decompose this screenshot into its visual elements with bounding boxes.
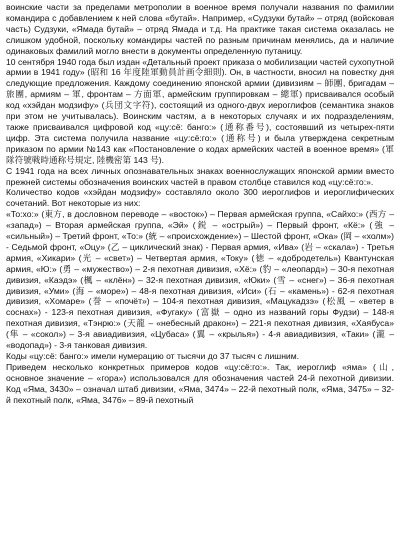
paragraph-yama-examples: Приведем несколько конкретных примеров кодов «цу:сё:го:». Так, иероглиф «яма» (山, основное значение – «гора») использовался для обозначения частей 24-й пехотной дивизии. Код «Яма, 3430» – означал штаб дивизии, «Яма, 3474» – 22-й пехотный полк, «Яма, 3475» – 32-й пехотный полк, «Яма, 3476» – 89-й пехотный bbox=[6, 361, 394, 405]
paragraph-code-examples: «То:хо:» (東方, в дословном переводе – «восток») – Первая армейская группа, «Сайхо:» (西方 – «запад») – Вторая армейская группа, «Эй» (鋭 – «острый») – Первый фронт, «Кё:» (強 – «сильный») – Третий фронт, «То:» (統 – «происхождение») – Шестой фронт, «Ока» (岡 – «холм») - Седьмой фронт, «Оцу» (乙 – циклический знак) - Первая армия, «Ива» (岩 – «скала») - Третья армия, «Хикари» (光 – «свет») – Четвертая армия, «Току» (徳 – «добродетель») Квантунская армия, «Ю:» (勇 – «мужество») – 2-я пехотная дивизия, «Хё:» (豹 – «леопард») – 30-я пехотная дивизия, «Каэдэ» (楓 – «клён») – 32-я пехотная дивизия, «Юки» (雪 – «снег») – 36-я пехотная дивизия, «Уми» (海 – «море») – 48-я пехотная дивизия, «Иси» (石 – «камень») - 62-я пехотная дивизия, «Хомаре» (誉 – «почёт») – 104-я пехотная дивизия, «Мацукадзэ» (松風 – «ветер в соснах») - 123-я пехотная дивизия, «Фугаку» (富嶽 – одно из названий горы Фудзи) – 148-я пехотная дивизия, «Тэнрю:» (天龍 – «небесный дракон») – 221-я пехотная дивизия, «Хаябуса» (隼 – «сокол») – 3-я авиадивизия, «Цубаса» (翼 – «крылья») - 4-я авиадивизия, «Таки» (瀧 – «водопад») - 3-я танковая дивизия. bbox=[6, 209, 394, 351]
paragraph-identification-tags: С 1941 года на всех личных опознавательных знаках военнослужащих японской армии вместо прежней системы обозначения воинских частей в правом столбце ставился код «цу:сё:го:». bbox=[6, 165, 394, 187]
paragraph-number-range: Коды «цу:сё: банго:» имели нумерацию от тысячи до 37 тысяч с лишним. bbox=[6, 351, 300, 361]
paragraph-mobilization-order: 10 сентября 1940 года был издан «Детальный проект приказа о мобилизации частей сухопутной армии в 1941 году» (昭和 16 年度陸軍動員計画令細則). Он, в частности, вносил на повестку дня следующие предложения. Каждому соединению японской армии (дивизиям – 師團, бригадам – 旅團, армиям – 軍, фронтам – 方面軍, армейским группировкам – 總軍) присваивался особый код «хэйдан модзифу» (兵団文字符), состоящий из одного-двух иероглифов (семантика знаков при этом не учитывалась). Воинским частям, а в некоторых случаях и их подразделениям, также присваивался цифровой код «цу:сё: банго:» (通称番号), состоявший из четырех-пяти цифр. Эта система получила название «цу:сё:го:» (通称号) и была утверждена секретным приказом по армии №143 как «Постановление о кодах армейских частей в военное время» (軍隊符號戦時通称号規定, 陸機密第 143 号). bbox=[6, 56, 394, 165]
paragraph-heidan-count: Количество кодов «хэйдан модзифу» составляло около 300 иероглифов и иероглифических сочетаний. Вот некоторые из них: bbox=[6, 187, 394, 209]
paragraph-butai-naming: воинские части за пределами метрополии в военное время получали названия по фамилии командира с добавлением к ней слова «бутай». Например, «Судзуки бутай» – отряд (войсковая часть) Судзуки, «Ямада бутай» – отряд Ямада и т.д. На практике такая система оказалась не слишком удобной, поскольку командиры частей по разным причинам менялись, да и наличие одинаковых фамилий могло внести в документы определенную путаницу. bbox=[6, 2, 394, 56]
